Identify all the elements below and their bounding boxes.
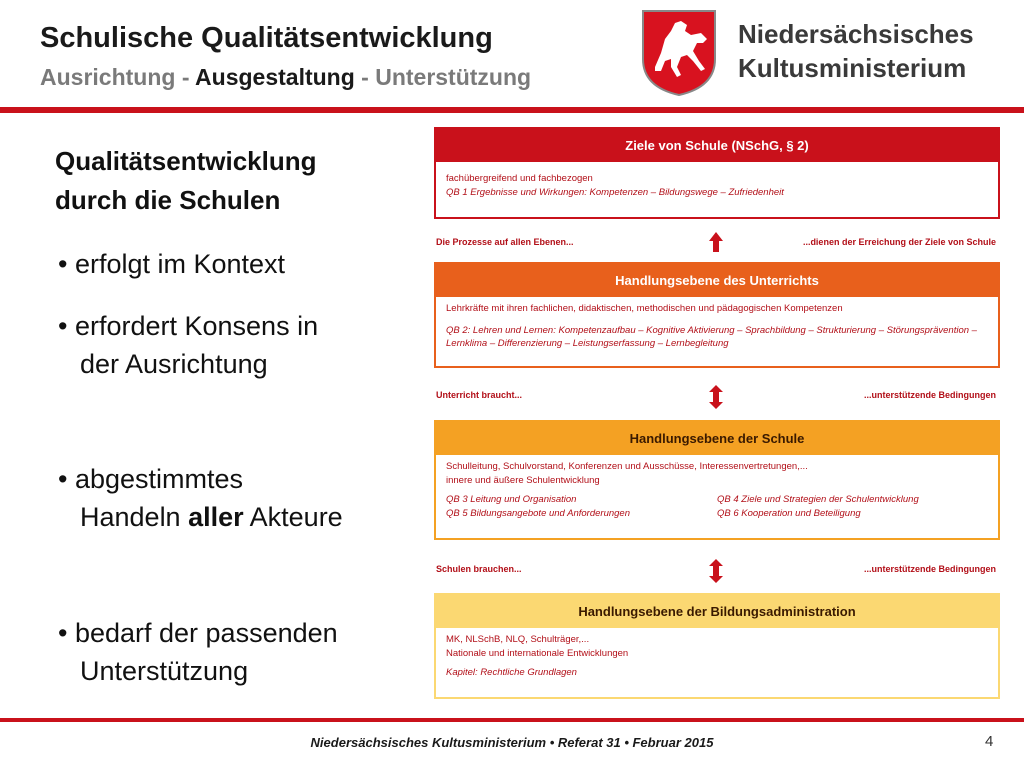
lower-saxony-horse-shield-icon	[641, 9, 717, 97]
arrow-updown-icon	[708, 558, 724, 584]
box-lesson-level	[434, 262, 1000, 368]
left-heading-line-2: durch die Schulen	[55, 185, 281, 215]
box-school-level	[434, 420, 1000, 540]
bullet-coordinated-line-1: • abgestimmtes	[58, 464, 244, 494]
box-school-level-body	[436, 455, 998, 525]
box-administration-level-body	[436, 628, 998, 685]
bullet-consensus-line-1: • erfordert Konsens in	[58, 311, 319, 341]
connector-1-left: Die Prozesse auf allen Ebenen...	[436, 237, 574, 247]
connector-1-right: ...dienen der Erreichung der Ziele von Schule	[802, 237, 996, 247]
ministry-line-1: Niedersächsisches	[738, 19, 974, 49]
left-heading-line-1: Qualitätsentwicklung	[55, 146, 317, 176]
bullet-context: • erfolgt im Kontext	[58, 249, 286, 279]
box-school-goals	[434, 127, 1000, 219]
footer-rule	[0, 718, 1024, 722]
box-school-goals-body	[436, 162, 998, 204]
box-lesson-level-line-3: Lernklima – Differenzierung – Leistungserfassung – Lernbegleitung	[446, 338, 729, 349]
qb-left-column	[446, 493, 717, 520]
box-administration-level-title: Handlungsebene der Bildungsadministration	[436, 595, 998, 628]
bullet-support	[58, 614, 338, 690]
box-school-goals-line-2: QB 1 Ergebnisse und Wirkungen: Kompetenzen – Bildungswege – Zufriedenheit	[446, 186, 784, 198]
bullet-coordinated-bold: aller	[188, 502, 244, 532]
subtitle-part-1: Ausrichtung -	[40, 64, 196, 90]
connector-3-left: Schulen brauchen...	[436, 564, 522, 574]
header-subtitle	[40, 64, 531, 91]
connector-2-right: ...unterstützende Bedingungen	[864, 390, 996, 400]
box-school-level-qb-grid	[446, 493, 988, 520]
bullet-coordinated-pre: Handeln	[80, 502, 189, 532]
connector-2-left: Unterricht braucht...	[436, 390, 523, 400]
left-heading	[55, 142, 317, 220]
box-lesson-level-title: Handlungsebene des Unterrichts	[436, 264, 998, 297]
box-administration-level-line-1: MK, NLSchB, NLQ, Schulträger,...	[446, 634, 590, 645]
connector-3	[436, 560, 996, 580]
framework-diagram	[430, 124, 1002, 702]
ministry-name	[738, 17, 974, 85]
connector-1	[436, 233, 996, 253]
box-lesson-level-line-2: QB 2: Lehren und Lernen: Kompetenzaufbau – Kognitive Aktivierung – Sprachbildung – Strukturierung – Störungsprävention –	[446, 324, 977, 336]
qb4-label: QB 4 Ziele und Strategien der Schulentwicklung	[717, 494, 919, 505]
qb6-label: QB 6 Kooperation und Beteiligung	[717, 507, 861, 519]
arrow-up-icon	[708, 231, 724, 253]
box-school-level-title: Handlungsebene der Schule	[436, 422, 998, 455]
bullet-consensus	[58, 307, 318, 383]
bullet-coordinated	[58, 460, 343, 536]
arrow-updown-icon	[708, 384, 724, 410]
bullet-support-line-1: • bedarf der passenden	[58, 618, 338, 648]
page-number: 4	[985, 733, 994, 750]
qb-right-column	[717, 493, 988, 520]
connector-3-right: ...unterstützende Bedingungen	[864, 564, 996, 574]
bullet-support-line-2: Unterstützung	[80, 656, 249, 686]
connector-2	[436, 386, 996, 406]
box-school-goals-line-1: fachübergreifend und fachbezogen	[446, 173, 593, 184]
box-lesson-level-line-1: Lehrkräfte mit ihren fachlichen, didaktischen, methodischen und pädagogischen Kompetenzen	[446, 303, 843, 314]
header-title: Schulische Qualitätsentwicklung	[40, 22, 493, 54]
qb5-label: QB 5 Bildungsangebote und Anforderungen	[446, 507, 630, 519]
box-administration-level-line-2: Nationale und internationale Entwicklungen	[446, 647, 629, 659]
qb3-label: QB 3 Leitung und Organisation	[446, 494, 577, 505]
box-administration-level	[434, 593, 1000, 699]
box-school-level-line-2: innere und äußere Schulentwicklung	[446, 474, 600, 486]
box-school-level-line-1: Schulleitung, Schulvorstand, Konferenzen und Ausschüsse, Interessenvertretungen,...	[446, 461, 808, 472]
subtitle-part-2: Ausgestaltung	[195, 64, 355, 90]
footer-text: Niedersächsisches Kultusministerium • Referat 31 • Februar 2015	[310, 735, 714, 750]
subtitle-part-3: - Unterstützung	[354, 64, 532, 90]
bullet-consensus-line-2: der Ausrichtung	[80, 349, 268, 379]
bullet-coordinated-line-2	[58, 498, 343, 536]
ministry-line-2: Kultusministerium	[738, 53, 967, 83]
bullet-coordinated-post: Akteure	[243, 502, 343, 532]
box-lesson-level-body	[436, 297, 998, 356]
header-rule	[0, 107, 1024, 113]
box-administration-level-line-3: Kapitel: Rechtliche Grundlagen	[446, 667, 577, 678]
box-school-goals-title: Ziele von Schule (NSchG, § 2)	[436, 129, 998, 162]
